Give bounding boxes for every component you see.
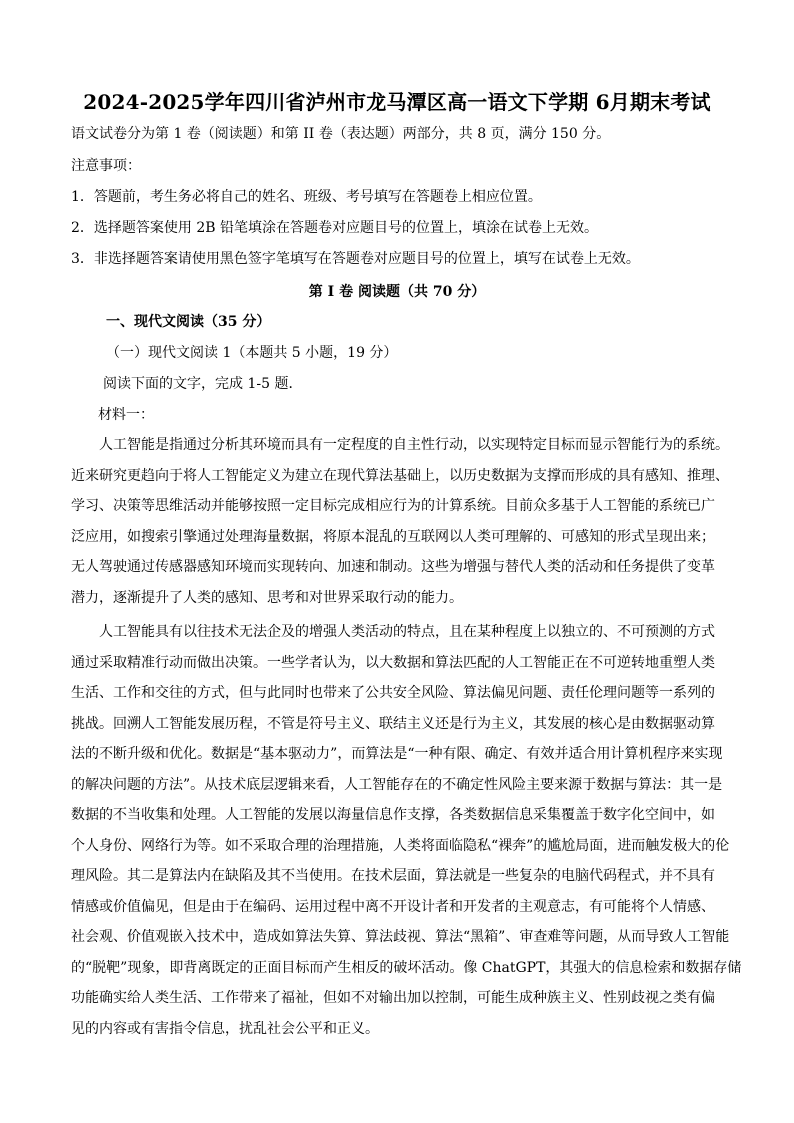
section-title: 一、现代文阅读（35 分） [106,314,271,330]
material-label: 材料一： [98,407,154,423]
paragraph-line: 功能确实给人类生活、工作带来了福祉，但如不对输出加以控制，可能生成种族主义、性别歧视之类有偏 [71,990,715,1006]
reading-instruction: 阅读下面的文字，完成 1-5 题． [103,376,303,392]
note-item: 1．答题前，考生务必将自己的姓名、班级、考号填写在答题卷上相应位置。 [71,189,542,205]
paragraph-line: 人工智能具有以往技术无法企及的增强人类活动的特点，且在某种程度上以独立的、不可预测的方式 [99,624,715,640]
paragraph-line: 情感或价值偏见，但是由于在编码、运用过程中离不开设计者和开发者的主观意志，有可能将个人情感、 [71,898,715,915]
notes-heading: 注意事项： [71,158,141,174]
paragraph-line: 数据的不当收集和处理。人工智能的发展以海量信息作支撑，各类数据信息采集覆盖于数字化空间中，如 [71,807,715,823]
document-title: 2024-2025学年四川省泸州市龙马潭区高一语文下学期 6月期末考试 [83,90,711,114]
paragraph-line: 泛应用，如搜索引擎通过处理海量数据，将原本混乱的互联网以人类可理解的、可感知的形式呈现出来； [71,528,715,545]
part-title: 第 I 卷 阅读题（共 70 分） [308,284,486,300]
paragraph-line: 生活、工作和交往的方式，但与此同时也带来了公共安全风险、算法偏见问题、责任伦理问题等一系列的 [71,685,715,701]
paragraph-line: 见的内容或有害指令信息，扰乱社会公平和正义。 [71,1020,379,1037]
paragraph-line: 人工智能是指通过分析其环境而具有一定程度的自主性行动，以实现特定目标而显示智能行为的系统。 [99,437,729,453]
paragraph-line: 的解决问题的方法”。从技术底层逻辑来看，人工智能存在的不确定性风险主要来源于数据与算法：其一是 [71,776,723,793]
paragraph-line: 法的不断升级和优化。数据是“基本驱动力”，而算法是“一种有限、确定、有效并适合用计算机程序来实现 [71,746,723,762]
paragraph-line: 无人驾驶通过传感器感知环境而实现转向、加速和制动。这些为增强与替代人类的活动和任务提供了变革 [71,559,715,575]
paragraph-line: 的“脱靶”现象，即背离既定的正面目标而产生相反的破坏活动。像 ChatGPT，其强大的信息检索和数据存储 [71,959,742,976]
paragraph-line: 通过采取精准行动而做出决策。一些学者认为，以大数据和算法匹配的人工智能正在不可逆转地重塑人类 [71,654,715,671]
paragraph-line: 学习、决策等思维活动并能够按照一定目标完成相应行为的计算系统。目前众多基于人工智能的系统已广 [71,498,715,514]
paragraph-1 [71,430,753,613]
paragraph-line: 理风险。其二是算法内在缺陷及其不当使用。在技术层面，算法就是一些复杂的电脑代码程式，并不具有 [71,868,715,884]
paragraph-line: 潜力，逐渐提升了人类的感知、思考和对世界采取行动的能力。 [71,589,463,606]
paragraph-line: 个人身份、网络行为等。如不采取合理的治理措施，人类将面临隐私“裸奔”的尴尬局面，进而触发极大的伦 [71,837,730,854]
intro-text: 语文试卷分为第 1 卷（阅读题）和第 II 卷（表达题）两部分，共 8 页，满分 150 分。 [71,126,611,142]
note-item: 3．非选择题答案请使用黑色签字笔填写在答题卷对应题目号的位置上，填写在试卷上无效。 [71,251,640,267]
paragraph-line: 近来研究更趋向于将人工智能定义为建立在现代算法基础上，以历史数据为支撑而形成的具有感知、推理、 [71,467,729,484]
note-item: 2．选择题答案使用 2B 铅笔填涂在答题卷对应题目号的位置上，填涂在试卷上无效。 [71,220,599,236]
subsection-title: （一）现代文阅读 1（本题共 5 小题，19 分） [106,345,398,361]
paragraph-line: 社会观、价值观嵌入技术中，造成如算法失算、算法歧视、算法“黑箱”、审查难等问题，从而导致人工智能 [71,929,730,945]
paragraph-2 [71,617,753,1044]
paragraph-line: 挑战。回溯人工智能发展历程，不管是符号主义、联结主义还是行为主义，其发展的核心是由数据驱动算 [71,715,715,732]
